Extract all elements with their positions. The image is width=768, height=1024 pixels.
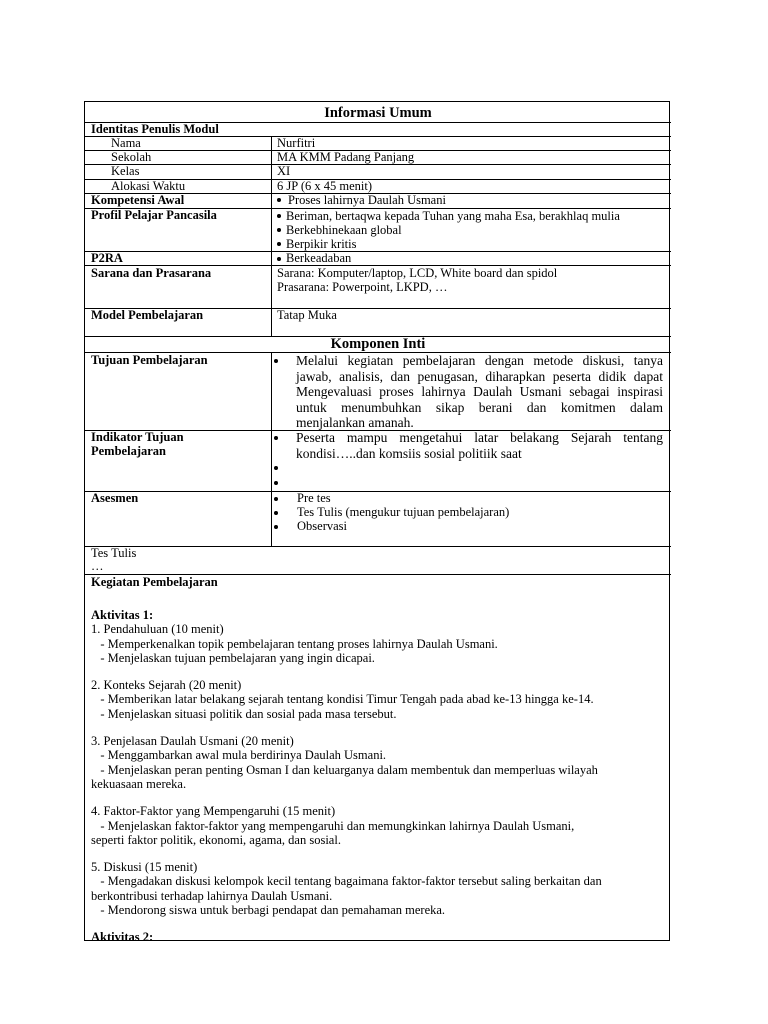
kegiatan-line: - Menjelaskan peran penting Osman I dan keluarganya dalam membentuk dan memperluas wilayah bbox=[91, 762, 598, 777]
model-value: Tatap Muka bbox=[277, 308, 337, 322]
bullet-icon bbox=[274, 436, 278, 440]
nama-label: Nama bbox=[111, 136, 141, 150]
divider bbox=[85, 136, 671, 137]
indikator-text: Peserta mampu mengetahui latar belakang Sejarah tentang kondisi…..dan komsiis sosial politiik saat bbox=[296, 430, 663, 461]
bullet-icon bbox=[277, 242, 281, 246]
kompetensi-awal-item: Proses lahirnya Daulah Usmani bbox=[288, 193, 446, 207]
kelas-label: Kelas bbox=[111, 164, 140, 178]
profil-item: Berpikir kritis bbox=[286, 237, 357, 251]
profil-item: Beriman, bertaqwa kepada Tuhan yang maha Esa, berakhlaq mulia bbox=[286, 209, 620, 223]
sekolah-value: MA KMM Padang Panjang bbox=[277, 150, 415, 164]
sarana-label: Sarana dan Prasarana bbox=[91, 266, 212, 280]
kegiatan-line: - Mendorong siswa untuk berbagi pendapat dan pemahaman mereka. bbox=[91, 903, 446, 918]
tujuan-label: Tujuan Pembelajaran bbox=[91, 353, 208, 367]
alokasi-value: 6 JP (6 x 45 menit) bbox=[277, 179, 373, 193]
tes-tulis-ellipsis: … bbox=[91, 559, 104, 573]
module-document bbox=[84, 101, 670, 945]
divider bbox=[85, 251, 671, 252]
kegiatan-line: - Menjelaskan tujuan pembelajaran yang ingin dicapai. bbox=[91, 650, 375, 665]
kegiatan-line: - Menjelaskan situasi politik dan sosial pada masa tersebut. bbox=[91, 706, 397, 721]
divider bbox=[85, 491, 671, 492]
sekolah-label: Sekolah bbox=[111, 150, 152, 164]
asesmen-label: Asesmen bbox=[91, 491, 139, 505]
kegiatan-line: - Menggambarkan awal mula berdirinya Daulah Usmani. bbox=[91, 748, 387, 763]
column-divider bbox=[271, 352, 272, 546]
bullet-icon bbox=[277, 214, 281, 218]
kelas-value: XI bbox=[277, 164, 291, 178]
kegiatan-label: Kegiatan Pembelajaran bbox=[91, 575, 218, 589]
bullet-icon bbox=[274, 525, 278, 529]
bullet-icon bbox=[274, 497, 278, 501]
tujuan-text: Melalui kegiatan pembelajaran dengan metode diskusi, tanya jawab, analisis, dan penugasan, diharapkan peserta didik dapat Mengevaluasi proses lahirnya Daulah Usmani sebagai inspirasi untuk menumbuhkan sikap berani dan komitmen dalam menjalankan amanah. bbox=[296, 353, 663, 430]
identitas-label: Identitas Penulis Modul bbox=[91, 122, 219, 136]
bullet-icon bbox=[274, 511, 278, 515]
p2ra-label: P2RA bbox=[91, 251, 123, 265]
kegiatan-line: seperti faktor politik, ekonomi, agama, dan sosial. bbox=[91, 832, 341, 847]
asesmen-item: Pre tes bbox=[297, 491, 331, 505]
kegiatan-line: 2. Konteks Sejarah (20 menit) bbox=[91, 678, 242, 693]
kegiatan-line: 1. Pendahuluan (10 menit) bbox=[91, 622, 224, 637]
divider bbox=[85, 546, 671, 547]
kegiatan-line: - Memperkenalkan topik pembelajaran tentang proses lahirnya Daulah Usmani. bbox=[91, 636, 498, 651]
bullet-icon bbox=[277, 228, 281, 232]
kegiatan-line: - Mengadakan diskusi kelompok kecil tentang bagaimana faktor-faktor tersebut saling berkaitan dan bbox=[91, 874, 602, 889]
kegiatan-line: - Menjelaskan faktor-faktor yang mempengaruhi dan memungkinkan lahirnya Daulah Usmani, bbox=[91, 818, 575, 833]
aktivitas-2-title: Aktivitas 2: bbox=[91, 930, 154, 945]
kegiatan-line: - Memberikan latar belakang sejarah tentang kondisi Timur Tengah pada abad ke-13 hingga ke-14. bbox=[91, 692, 594, 707]
kegiatan-content bbox=[91, 608, 667, 945]
kegiatan-line: kekuasaan mereka. bbox=[91, 776, 187, 791]
bullet-icon bbox=[274, 466, 278, 470]
kegiatan-line: 5. Diskusi (15 menit) bbox=[91, 860, 198, 875]
bullet-icon bbox=[277, 257, 281, 261]
nama-value: Nurfitri bbox=[277, 136, 316, 150]
p2ra-item: Berkeadaban bbox=[286, 251, 352, 265]
profil-item: Berkebhinekaan global bbox=[286, 223, 402, 237]
prasarana-line: Prasarana: Powerpoint, LKPD, … bbox=[277, 280, 448, 294]
bullet-icon bbox=[277, 198, 281, 202]
column-divider bbox=[271, 136, 272, 336]
kegiatan-line: 4. Faktor-Faktor yang Mempengaruhi (15 menit) bbox=[91, 804, 336, 819]
komponen-inti-heading: Komponen Inti bbox=[330, 336, 426, 352]
sarana-line: Sarana: Komputer/laptop, LCD, White board dan spidol bbox=[277, 266, 558, 280]
kompetensi-awal-label: Kompetensi Awal bbox=[91, 193, 185, 207]
bullet-icon bbox=[274, 359, 278, 363]
profil-pelajar-label: Profil Pelajar Pancasila bbox=[91, 208, 217, 222]
aktivitas-1-title: Aktivitas 1: bbox=[91, 608, 154, 622]
kegiatan-line: berkontribusi terhadap lahirnya Daulah Usmani. bbox=[91, 888, 333, 903]
asesmen-item: Observasi bbox=[297, 519, 347, 533]
bullet-icon bbox=[274, 481, 278, 485]
indikator-label: Pembelajaran bbox=[91, 444, 166, 458]
kegiatan-line: 3. Penjelasan Daulah Usmani (20 menit) bbox=[91, 734, 294, 749]
indikator-label: Indikator Tujuan bbox=[91, 430, 184, 444]
informasi-umum-heading: Informasi Umum bbox=[324, 105, 432, 121]
divider bbox=[85, 164, 671, 165]
asesmen-item: Tes Tulis (mengukur tujuan pembelajaran) bbox=[297, 505, 510, 519]
model-label: Model Pembelajaran bbox=[91, 308, 204, 322]
alokasi-label: Alokasi Waktu bbox=[111, 179, 186, 193]
tes-tulis-text: Tes Tulis bbox=[91, 546, 137, 560]
